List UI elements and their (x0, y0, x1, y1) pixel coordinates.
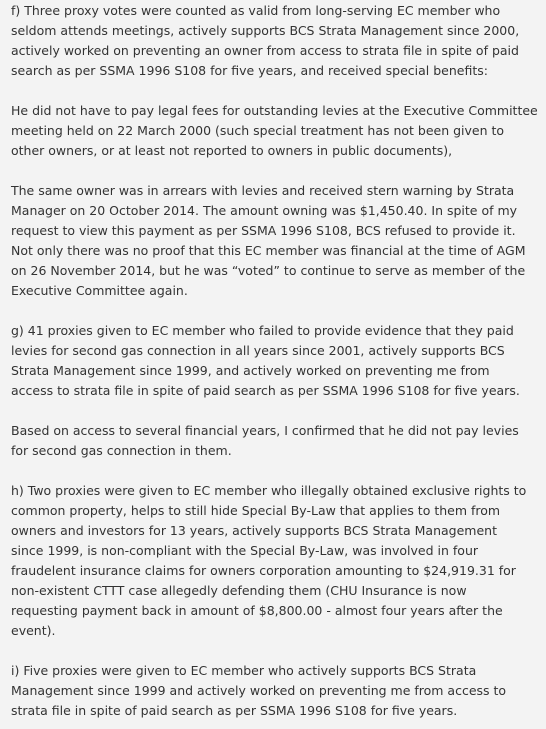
text-line: other owners, or at least not reported to owners in public documents), (11, 143, 453, 158)
text-line: fraudelent insurance claims for owners corporation amounting to $24,919.31 for (11, 563, 516, 578)
text-line: i) Five proxies were given to EC member who actively supports BCS Strata (11, 663, 477, 678)
text-line: since 1999, is non-compliant with the Special By-Law, was involved in four (11, 543, 479, 558)
text-line: seldom attends meetings, actively supports BCS Strata Management since 2000, (11, 23, 520, 38)
paragraph-g (11, 321, 536, 401)
paragraph-spacer (11, 161, 536, 181)
text-line: Management since 1999 and actively worked on preventing me from access to (11, 683, 507, 698)
paragraph-spacer (11, 301, 536, 321)
text-line: non-existent CTTT case allegedly defending them (CHU Insurance is now (11, 583, 467, 598)
text-line: The same owner was in arrears with levies and received stern warning by Strata (11, 183, 515, 198)
text-line: meeting held on 22 March 2000 (such special treatment has not been given to (11, 123, 505, 138)
text-line: Manager on 20 October 2014. The amount owning was $1,450.40. In spite of my (11, 203, 518, 218)
text-line: levies for second gas connection in all years since 2001, actively supports BCS (11, 343, 505, 358)
text-line: g) 41 proxies given to EC member who failed to provide evidence that they paid (11, 323, 514, 338)
text-line: He did not have to pay legal fees for outstanding levies at the Executive Committee (11, 103, 538, 118)
text-line: search as per SSMA 1996 S108 for five years, and received special benefits: (11, 63, 488, 78)
text-line: Not only there was no proof that this EC member was financial at the time of AGM (11, 243, 526, 258)
paragraph-i (11, 661, 536, 721)
text-line: Based on access to several financial years, I confirmed that he did not pay levies (11, 423, 519, 438)
paragraph-spacer (11, 401, 536, 421)
text-line: Strata Management since 1999, and actively worked on preventing me from (11, 363, 490, 378)
paragraph-f-arrears (11, 181, 536, 301)
text-line: h) Two proxies were given to EC member who illegally obtained exclusive rights to (11, 483, 527, 498)
paragraph-spacer (11, 461, 536, 481)
text-line: strata file in spite of paid search as per SSMA 1996 S108 for five years. (11, 703, 458, 718)
text-line: on 26 November 2014, but he was “voted” to continue to serve as member of the (11, 263, 526, 278)
text-line: Executive Committee again. (11, 283, 188, 298)
text-line: requesting payment back in amount of $8,800.00 - almost four years after the (11, 603, 503, 618)
paragraph-spacer (11, 81, 536, 101)
text-line: access to strata file in spite of paid search as per SSMA 1996 S108 for five years. (11, 383, 520, 398)
text-line: request to view this payment as per SSMA 1996 S108, BCS refused to provide it. (11, 223, 516, 238)
paragraph-f (11, 1, 536, 81)
text-line: actively worked on preventing an owner from access to strata file in spite of paid (11, 43, 519, 58)
text-line: for second gas connection in them. (11, 443, 232, 458)
paragraph-f-legal-fees (11, 101, 536, 161)
text-line: f) Three proxy votes were counted as valid from long-serving EC member who (11, 3, 501, 18)
text-line: event). (11, 623, 56, 638)
paragraph-g-financial-years (11, 421, 536, 461)
paragraph-spacer (11, 641, 536, 661)
paragraph-h (11, 481, 536, 641)
text-line: owners and investors for 13 years, actively supports BCS Strata Management (11, 523, 497, 538)
text-line: common property, helps to still hide Special By-Law that applies to them from (11, 503, 501, 518)
